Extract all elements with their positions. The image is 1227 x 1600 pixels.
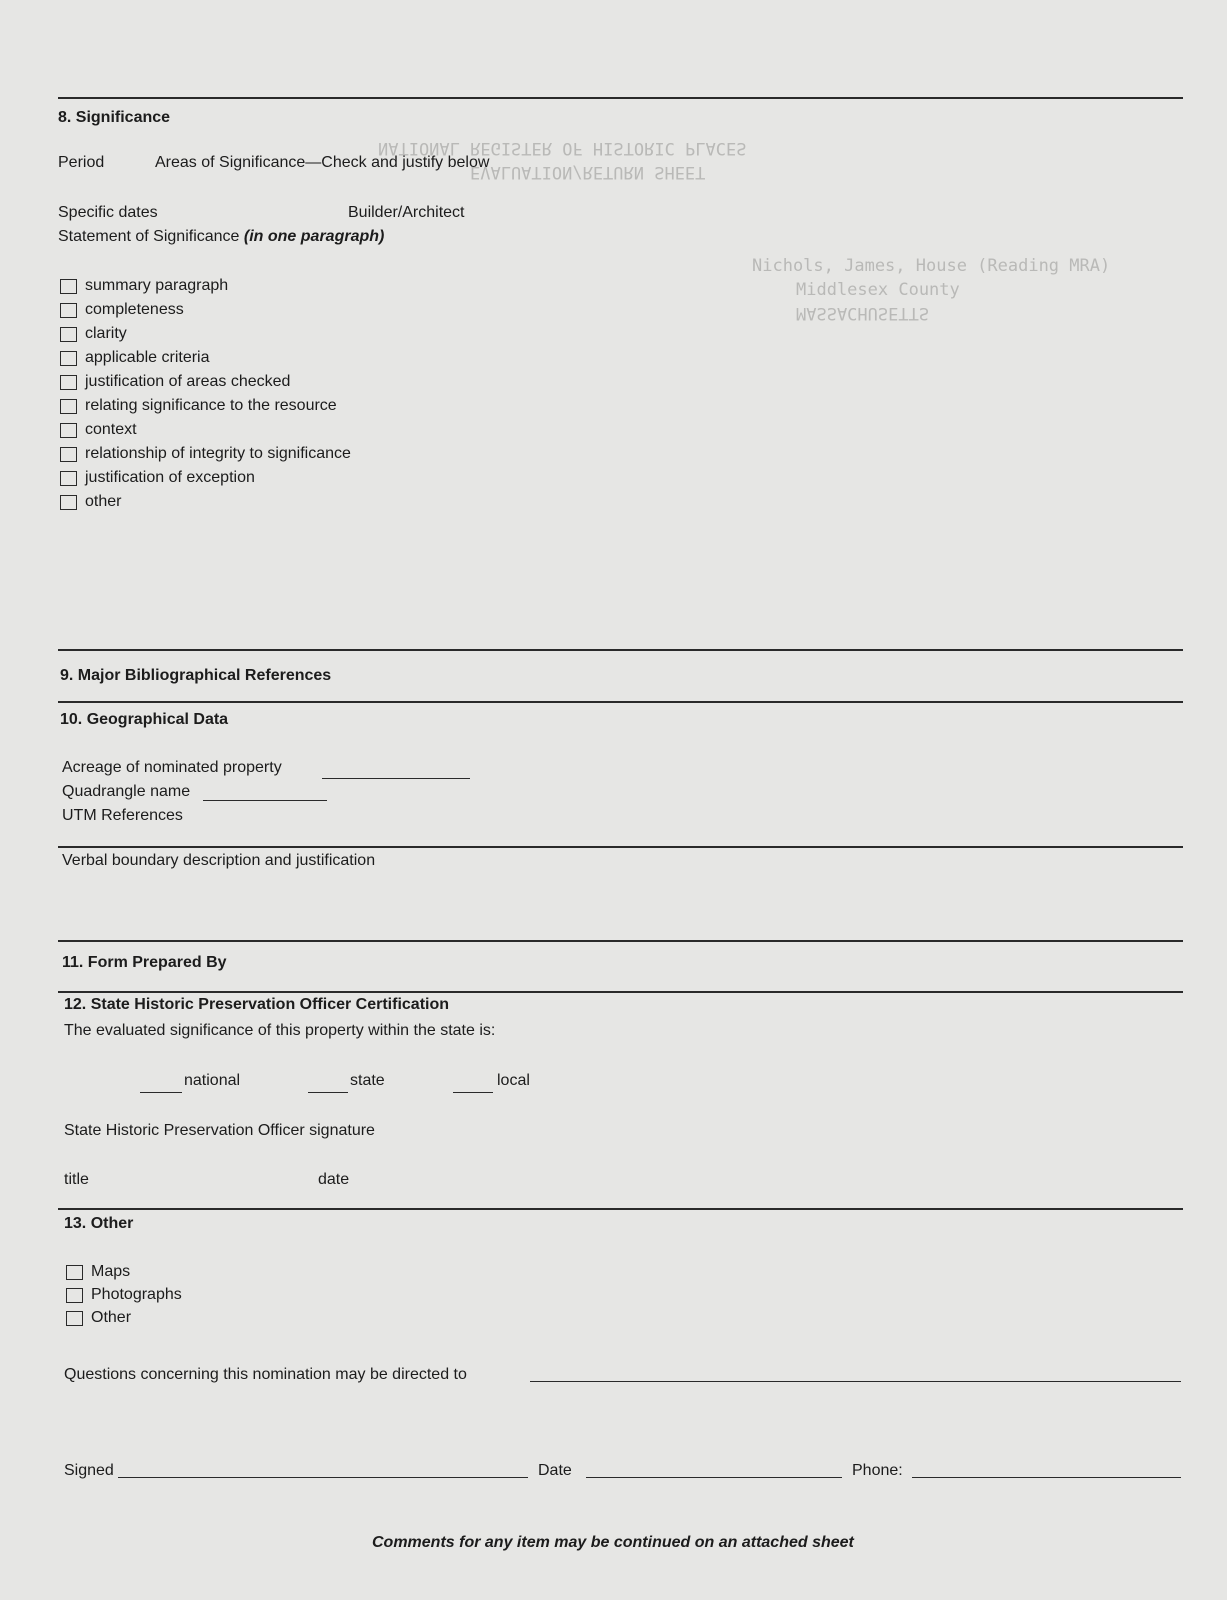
statement-of-significance-label (58, 227, 384, 247)
section-10-rule (58, 701, 1183, 703)
title-label: title (64, 1171, 89, 1188)
state-label: state (350, 1072, 385, 1089)
checkbox-label: summary paragraph (85, 277, 229, 294)
checkbox[interactable] (60, 303, 77, 318)
checkbox[interactable] (60, 351, 77, 366)
section-11-heading: 11. Form Prepared By (62, 954, 227, 971)
checkbox-label: justification of exception (85, 469, 255, 486)
checkbox[interactable] (60, 447, 77, 462)
checkbox-label: context (85, 421, 137, 438)
checkbox[interactable] (60, 495, 77, 510)
date-label-s12: date (318, 1171, 350, 1188)
section-12-heading: 12. State Historic Preservation Officer Certification (64, 996, 450, 1013)
section-8-heading: 8. Significance (58, 109, 171, 126)
checkbox[interactable] (60, 375, 77, 390)
date-label-footer: Date (538, 1462, 572, 1479)
checklist-item[interactable] (60, 419, 137, 441)
section-13-rule (58, 1208, 1183, 1210)
checklist-item[interactable] (60, 299, 184, 321)
bleed-through-state: MASSACHUSETTS (796, 303, 930, 323)
checklist-item[interactable] (60, 275, 228, 297)
checklist-item[interactable] (60, 443, 351, 465)
top-rule (58, 97, 1183, 99)
local-label: local (497, 1072, 530, 1089)
questions-field[interactable] (530, 1381, 1181, 1382)
checkbox[interactable] (60, 471, 77, 486)
quadrangle-label: Quadrangle name (62, 783, 191, 800)
checkbox-label: relationship of integrity to significance (85, 445, 351, 462)
checklist-item[interactable] (60, 467, 255, 489)
utm-references-label: UTM References (62, 807, 183, 824)
section-9-heading: 9. Major Bibliographical References (60, 667, 332, 684)
acreage-field[interactable] (322, 778, 470, 779)
boundary-description-label: Verbal boundary description and justification (62, 852, 376, 869)
section-13-heading: 13. Other (64, 1215, 134, 1232)
other-checklist-item[interactable] (66, 1307, 131, 1329)
local-blank[interactable] (453, 1092, 493, 1093)
national-label: national (184, 1072, 241, 1089)
bleed-through-county: Middlesex County (796, 280, 960, 300)
checkbox-label: clarity (85, 325, 127, 342)
national-blank[interactable] (140, 1092, 182, 1093)
areas-of-significance-label: Areas of Significance—Check and justify below (155, 154, 490, 171)
other-checklist-item[interactable] (66, 1261, 130, 1283)
checklist-item[interactable] (60, 371, 290, 393)
checkbox[interactable] (60, 423, 77, 438)
checklist-item[interactable] (60, 323, 127, 345)
bleed-through-header-1: NATIONAL REGISTER OF HISTORIC PLACES (378, 138, 747, 158)
state-blank[interactable] (308, 1092, 348, 1093)
checkbox[interactable] (60, 399, 77, 414)
checkbox[interactable] (66, 1288, 83, 1303)
specific-dates-label: Specific dates (58, 204, 158, 221)
other-checklist-item[interactable] (66, 1284, 182, 1306)
section-10-heading: 10. Geographical Data (60, 711, 229, 728)
checkbox-label: Photographs (91, 1286, 182, 1303)
checklist-item[interactable] (60, 347, 210, 369)
checkbox-label: Other (91, 1309, 132, 1326)
checklist-item[interactable] (60, 395, 337, 417)
evaluated-significance-text: The evaluated significance of this property within the state is: (64, 1022, 496, 1039)
acreage-label: Acreage of nominated property (62, 759, 282, 776)
signed-field[interactable] (118, 1477, 528, 1478)
builder-architect-label: Builder/Architect (348, 204, 465, 221)
section-11-rule (58, 940, 1183, 942)
shpo-signature-label: State Historic Preservation Officer signature (64, 1122, 375, 1139)
quadrangle-field[interactable] (203, 800, 327, 801)
checkbox-label: completeness (85, 301, 184, 318)
section-12-rule (58, 991, 1183, 993)
questions-label: Questions concerning this nomination may be directed to (64, 1366, 467, 1383)
checkbox-label: relating significance to the resource (85, 397, 337, 414)
period-label: Period (58, 154, 105, 171)
phone-field[interactable] (912, 1477, 1181, 1478)
date-field[interactable] (586, 1477, 842, 1478)
statement-label-text: Statement of Significance (58, 228, 240, 245)
checkbox[interactable] (66, 1311, 83, 1326)
bleed-through-header-2: EVALUATION/RETURN SHEET (470, 162, 706, 182)
checkbox[interactable] (66, 1265, 83, 1280)
checkbox[interactable] (60, 279, 77, 294)
checkbox[interactable] (60, 327, 77, 342)
signed-label: Signed (64, 1462, 114, 1479)
statement-note: (in one paragraph) (243, 228, 385, 245)
checkbox-label: applicable criteria (85, 349, 210, 366)
checkbox-label: Maps (91, 1263, 131, 1280)
bleed-through-name: Nichols, James, House (Reading MRA) (752, 256, 1111, 276)
checklist-item[interactable] (60, 491, 121, 513)
phone-label: Phone: (852, 1462, 903, 1479)
section-9-rule (58, 649, 1183, 651)
boundary-rule (58, 846, 1183, 848)
checkbox-label: justification of areas checked (85, 373, 291, 390)
checkbox-label: other (85, 493, 122, 510)
footer-note: Comments for any item may be continued on an attached sheet (372, 1534, 854, 1551)
